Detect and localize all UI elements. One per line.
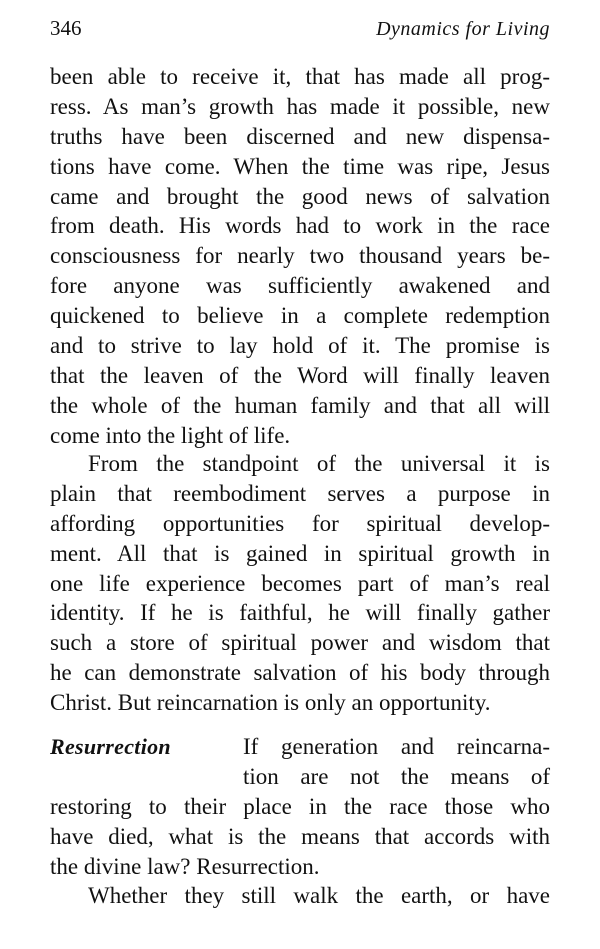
text-line: identity. If he is faithful, he will finally gather — [50, 600, 550, 626]
paragraph-progress — [50, 62, 550, 451]
paragraph-universal — [50, 449, 550, 718]
section-resurrection — [50, 732, 550, 881]
text-line: From the standpoint of the universal it is — [88, 451, 550, 476]
text-line: come into the light of life. — [50, 422, 291, 448]
running-title: Dynamics for Living — [376, 18, 550, 40]
text-line: that the leaven of the Word will finally leaven — [50, 362, 550, 388]
text-line: tions have come. When the time was ripe, Jesus — [50, 153, 550, 179]
text-line: such a store of spiritual power and wisdom that — [50, 630, 550, 656]
text-line: quickened to believe in a complete redemption — [50, 303, 550, 329]
text-line: came and brought the good news of salvation — [50, 183, 550, 209]
text-line: ment. All that is gained in spiritual growth in — [50, 540, 550, 566]
text-line: plain that reembodiment serves a purpose in — [50, 480, 550, 506]
text-line: have died, what is the means that accords with — [50, 823, 550, 849]
text-line: If generation and reincarna- — [243, 734, 550, 759]
page-number: 346 — [50, 16, 82, 40]
text-line: truths have been discerned and new dispensa- — [50, 123, 550, 149]
text-line: from death. His words had to work in the race — [50, 213, 550, 239]
text-line: ress. As man’s growth has made it possible, new — [50, 93, 550, 119]
text-line: Whether they still walk the earth, or have — [88, 883, 550, 908]
text-line: the divine law? Resurrection. — [50, 853, 320, 879]
section-heading: Resurrection — [50, 734, 171, 759]
text-line: tion are not the means of — [243, 763, 550, 789]
text-line: affording opportunities for spiritual develop- — [50, 510, 550, 536]
text-line: and to strive to lay hold of it. The promise is — [50, 333, 550, 359]
text-line: one life experience becomes part of man’s real — [50, 570, 550, 596]
page-header — [50, 16, 550, 44]
paragraph-whether — [50, 881, 550, 911]
text-line: consciousness for nearly two thousand years be- — [50, 243, 550, 269]
text-line: fore anyone was sufficiently awakened and — [50, 273, 550, 299]
text-line: he can demonstrate salvation of his body through — [50, 660, 550, 686]
text-line: Christ. But reincarnation is only an opportunity. — [50, 690, 491, 716]
text-line: restoring to their place in the race those who — [50, 793, 550, 819]
text-line: the whole of the human family and that all will — [50, 392, 550, 418]
text-line: been able to receive it, that has made all prog- — [50, 64, 550, 89]
